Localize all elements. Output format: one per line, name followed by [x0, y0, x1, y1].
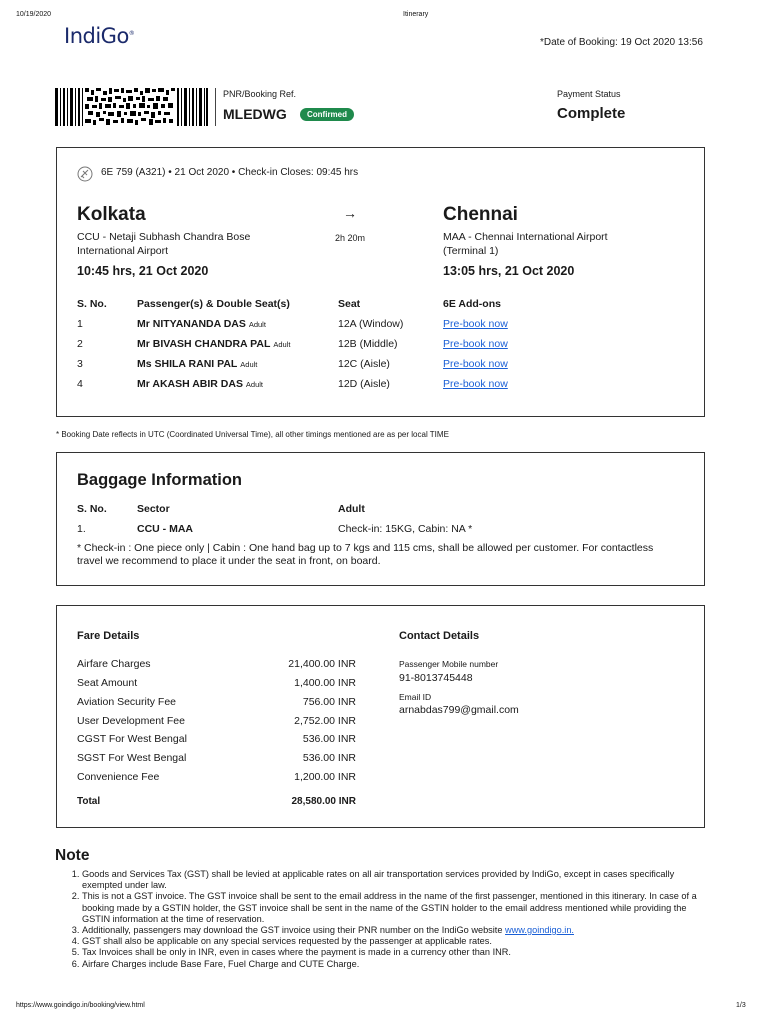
status-badge: Confirmed	[300, 108, 354, 121]
baggage-sector: CCU - MAA	[137, 523, 193, 535]
passenger-header-name: Passenger(s) & Double Seat(s)	[137, 298, 290, 310]
mobile-number: 91-8013745448	[399, 672, 473, 684]
fare-amount: 1,200.00 INR	[294, 771, 356, 783]
fare-label: Airfare Charges	[77, 658, 151, 670]
destination-airport: MAA - Chennai International Airport (Terminal 1)	[443, 231, 608, 257]
pre-book-link[interactable]: Pre-book now	[443, 378, 508, 390]
pnr-label: PNR/Booking Ref.	[223, 89, 297, 99]
fare-label: Seat Amount	[77, 677, 138, 689]
page-number: 1/3	[736, 1002, 746, 1009]
passenger-header-addons: 6E Add-ons	[443, 298, 501, 310]
passenger-name-cell	[137, 378, 263, 390]
payment-status-label: Payment Status	[557, 89, 621, 99]
passenger-type: Adult	[273, 340, 291, 349]
flight-duration: 2h 20m	[335, 233, 366, 243]
baggage-sno: 1.	[77, 523, 86, 535]
passenger-seat: 12A (Window)	[338, 318, 404, 330]
passenger-name: Mr NITYANANDA DAS	[137, 318, 246, 330]
print-url: https://www.goindigo.in/booking/view.html	[16, 1002, 145, 1009]
pre-book-link[interactable]: Pre-book now	[443, 338, 508, 350]
passenger-sno: 4	[77, 378, 83, 390]
fare-label: User Development Fee	[77, 715, 185, 727]
flight-summary: 6E 759 (A321) • 21 Oct 2020 • Check-in Closes: 09:45 hrs	[101, 167, 359, 178]
indigo-logo	[64, 24, 134, 48]
fare-amount: 1,400.00 INR	[294, 677, 356, 689]
fare-label: Convenience Fee	[77, 771, 160, 783]
fare-title: Fare Details	[77, 630, 140, 642]
fare-amount: 536.00 INR	[302, 733, 356, 745]
pre-book-link[interactable]: Pre-book now	[443, 318, 508, 330]
passenger-sno: 2	[77, 338, 83, 350]
fare-amount: 2,752.00 INR	[294, 715, 356, 727]
booking-date: *Date of Booking: 19 Oct 2020 13:56	[540, 37, 703, 48]
print-date: 10/19/2020	[16, 11, 52, 18]
origin-airport: CCU - Netaji Subhash Chandra Bose International Airport	[77, 231, 251, 257]
baggage-header-sno: S. No.	[77, 503, 107, 515]
print-title: Itinerary	[403, 11, 429, 18]
email-value: arnabdas799@gmail.com	[399, 704, 519, 716]
fare-label: CGST For West Bengal	[77, 733, 187, 745]
fare-amount: 756.00 INR	[302, 696, 356, 708]
note-list	[72, 869, 712, 970]
passenger-name-cell	[137, 358, 257, 370]
passenger-type: Adult	[248, 320, 266, 329]
contact-title: Contact Details	[399, 630, 480, 642]
email-label: Email ID	[399, 692, 432, 702]
website-link[interactable]: www.goindigo.in.	[505, 925, 574, 936]
fare-contact-card	[56, 605, 705, 828]
passenger-type: Adult	[245, 380, 264, 389]
passenger-seat: 12D (Aisle)	[338, 378, 390, 390]
passenger-sno: 3	[77, 358, 83, 370]
barcode-divider	[215, 88, 216, 126]
passenger-name-cell	[137, 318, 266, 330]
fare-total-label: Total	[77, 796, 101, 807]
utc-note: * Booking Date reflects in UTC (Coordinated Universal Time), all other timings mentioned are as per local TIME	[56, 430, 449, 439]
passenger-name: Ms SHILA RANI PAL	[137, 358, 238, 370]
plane-icon	[77, 166, 93, 182]
arrow-right-icon: →	[343, 205, 357, 221]
list-item: 4. GST shall also be applicable on any special services requested by the passenger at applicable rates.	[82, 936, 712, 947]
note-title: Note	[55, 847, 90, 864]
destination-city: Chennai	[443, 204, 518, 225]
list-item	[82, 925, 712, 936]
fare-label: Aviation Security Fee	[77, 696, 177, 708]
passenger-header-seat: Seat	[338, 298, 361, 310]
baggage-header-sector: Sector	[137, 503, 170, 515]
list-item: 1. Goods and Services Tax (GST) shall be levied at applicable rates on all air transportation services provided by IndiGo, except in cases specifically exempted under law.	[82, 869, 712, 891]
barcode-icon	[55, 88, 208, 126]
logo-text: IndiGo	[64, 24, 129, 48]
fare-amount: 21,400.00 INR	[288, 658, 356, 670]
list-item: 2. This is not a GST invoice. The GST invoice shall be sent to the email address in the name of the first passenger, mentioned in this itinerary. In case of a booking made by a GSTIN holder, the GST invoice shall be sent in the name of the GSTIN holder to the email address mentioned while providing the GSTIN information at the time of reservation.	[82, 891, 712, 925]
list-item: 6. Airfare Charges include Base Fare, Fuel Charge and CUTE Charge.	[82, 959, 712, 970]
baggage-card	[56, 452, 705, 586]
passenger-header-sno: S. No.	[77, 298, 107, 310]
baggage-title: Baggage Information	[77, 471, 243, 489]
arrival-time: 13:05 hrs, 21 Oct 2020	[443, 264, 575, 278]
passenger-name-cell	[137, 338, 290, 350]
baggage-note: * Check-in : One piece only | Cabin : One hand bag up to 7 kgs and 115 cms, shall be allowed per customer. For contactless travel we recommend to place it under the seat in front, on board.	[77, 542, 654, 567]
payment-status-value: Complete	[557, 105, 626, 122]
pre-book-link[interactable]: Pre-book now	[443, 358, 508, 370]
mobile-label: Passenger Mobile number	[399, 659, 499, 669]
fare-amount: 536.00 INR	[302, 752, 356, 764]
list-item: 5. Tax Invoices shall be only in INR, even in cases where the payment is made in a currency other than INR.	[82, 947, 712, 958]
note-item-text: Additionally, passengers may download the GST invoice using their PNR number on the IndiGo website	[82, 925, 506, 936]
departure-time: 10:45 hrs, 21 Oct 2020	[77, 264, 209, 278]
passenger-name: Mr BIVASH CHANDRA PAL	[137, 338, 271, 350]
fare-total-amount: 28,580.00 INR	[291, 796, 356, 807]
origin-city: Kolkata	[77, 204, 146, 225]
logo-mark: ®	[128, 30, 135, 37]
passenger-sno: 1	[77, 318, 83, 330]
passenger-name: Mr AKASH ABIR DAS	[137, 378, 243, 390]
passenger-seat: 12C (Aisle)	[338, 358, 390, 370]
pnr-value: MLEDWG	[223, 106, 287, 122]
passenger-seat: 12B (Middle)	[338, 338, 398, 350]
baggage-allowance: Check-in: 15KG, Cabin: NA *	[338, 523, 473, 535]
baggage-header-adult: Adult	[338, 503, 365, 515]
fare-label: SGST For West Bengal	[77, 752, 187, 764]
flight-details-card	[56, 147, 705, 417]
passenger-type: Adult	[240, 360, 258, 369]
